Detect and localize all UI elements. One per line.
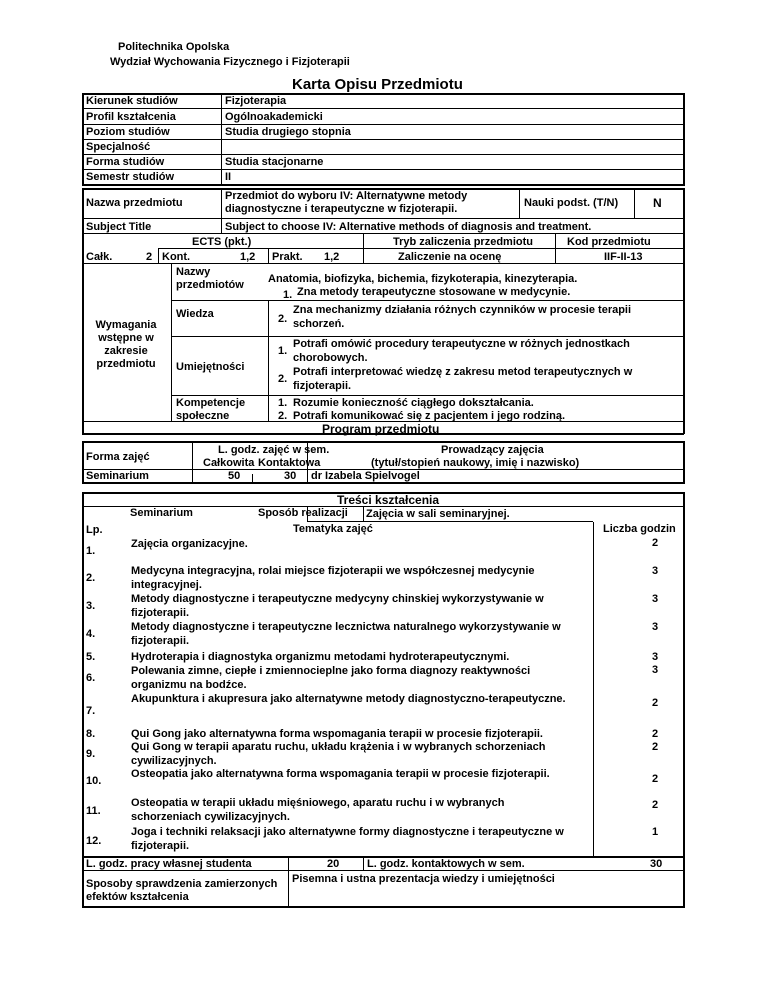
- faculty-name: Wydział Wychowania Fizycznego i Fizjoterapii: [110, 56, 350, 68]
- requirements-label: Wymagania wstępne w zakresie przedmiotu: [95, 319, 157, 370]
- subject-name-line2: diagnostyczne i terapeutyczne w fizjoterapii.: [225, 203, 458, 215]
- method-label: Sposób realizacji: [258, 507, 348, 519]
- ects-practical-label: Prakt.: [272, 251, 303, 263]
- basic-sciences-label: Nauki podst. (T/N): [524, 197, 619, 209]
- row-9-lp: 9.: [86, 748, 96, 760]
- skill-2-number: 2.: [278, 373, 288, 385]
- skill-2-line2: fizjoterapii.: [293, 380, 352, 392]
- row-4-lp: 4.: [86, 628, 96, 640]
- teacher-label-2: (tytuł/stopień naukowy, imię i nazwisko): [371, 457, 580, 469]
- row-1-lp: 1.: [86, 545, 96, 557]
- university-name: Politechnika Opolska: [118, 41, 230, 53]
- row-6-topic-line2: organizmu na bodźce.: [131, 679, 247, 691]
- info-label-form: Forma studiów: [86, 156, 165, 168]
- skill-1-line2: chorobowych.: [293, 352, 368, 364]
- competence-2: Potrafi komunikować się z pacjentem i jego rodziną.: [293, 410, 566, 422]
- row-10-topic-line1: Osteopatia jako alternatywna forma wspomagania terapii w procesie fizjoterapii.: [131, 768, 550, 780]
- row-1-hours: 2: [652, 537, 659, 549]
- competence-2-number: 2.: [278, 410, 288, 422]
- info-label-specialty: Specjalność: [86, 141, 151, 153]
- row-12-hours: 1: [652, 826, 659, 838]
- row-9-hours: 2: [652, 741, 659, 753]
- row-5-topic-line1: Hydroterapia i diagnostyka organizmu metodami hydroterapeutycznymi.: [131, 651, 510, 663]
- hours-label: L. godz. zajęć w sem.: [218, 444, 330, 456]
- ects-contact-value: 1,2: [240, 251, 256, 263]
- verification-label-2: efektów kształcenia: [86, 891, 189, 903]
- row-11-topic-line1: Osteopatia w terapii układu mięśniowego, aparatu ruchu i w wybranych: [131, 797, 505, 809]
- row-12-topic-line1: Joga i techniki relaksacji jako alternatywne formy diagnostyczne i terapeutyczne w: [131, 826, 564, 838]
- subject-title-label: Subject Title: [86, 221, 152, 233]
- ects-practical-value: 1,2: [324, 251, 340, 263]
- content-title: Treści kształcenia: [337, 493, 440, 507]
- teacher-label-1: Prowadzący zajęcia: [441, 444, 544, 456]
- contact-hours-label: Kontaktowa: [258, 457, 321, 469]
- row-6-topic-line1: Polewania zimne, ciepłe i zmiennocieplne jako forma diagnozy reaktywności: [131, 665, 531, 677]
- skills-label: Umiejętności: [176, 361, 245, 373]
- assessment-mode-header: Tryb zaliczenia przedmiotu: [393, 236, 533, 248]
- verification-value: Pisemna i ustna prezentacja wiedzy i umiejętności: [292, 873, 555, 885]
- own-work-value: 20: [327, 858, 340, 870]
- row-4-hours: 3: [652, 621, 659, 633]
- row-3-topic-line2: fizjoterapii.: [131, 607, 190, 619]
- competence-1: Rozumie konieczność ciągłego dokształcania.: [293, 397, 534, 409]
- knowledge-2-number: 2.: [278, 313, 288, 325]
- row-8-topic-line1: Qui Gong jako alternatywna forma wspomagania terapii w procesie fizjoterapii.: [131, 728, 543, 740]
- row-7-hours: 2: [652, 697, 659, 709]
- ects-total-value: 2: [146, 251, 153, 263]
- row-9-topic-line1: Qui Gong w terapii aparatu ruchu, układu krążenia i w wybranych schorzeniach: [131, 741, 546, 753]
- info-label-level: Poziom studiów: [86, 126, 170, 138]
- class-form-label: Forma zajęć: [86, 451, 150, 463]
- info-label-field: Kierunek studiów: [86, 95, 178, 107]
- assessment-mode-value: Zaliczenie na ocenę: [398, 251, 502, 263]
- verification-label-1: Sposoby sprawdzenia zamierzonych: [86, 878, 278, 890]
- row-7-lp: 7.: [86, 705, 96, 717]
- knowledge-1-number: 1.: [283, 289, 293, 301]
- row-9-topic-line2: cywilizacyjnych.: [131, 755, 217, 767]
- method-value: Zajęcia w sali seminaryjnej.: [366, 508, 510, 520]
- row-3-lp: 3.: [86, 600, 96, 612]
- row-7-topic-line1: Akupunktura i akupresura jako alternatywne metody diagnostyczno-terapeutyczne.: [131, 693, 566, 705]
- row-12-topic-line2: fizjoterapii.: [131, 840, 190, 852]
- row-2-hours: 3: [652, 565, 659, 577]
- info-value-profile: Ogólnoakademicki: [225, 111, 323, 123]
- row-3-hours: 3: [652, 593, 659, 605]
- info-value-form: Studia stacjonarne: [225, 156, 324, 168]
- row-5-hours: 3: [652, 651, 659, 663]
- row-8-hours: 2: [652, 728, 659, 740]
- row-6-lp: 6.: [86, 672, 96, 684]
- program-title: Program przedmiotu: [322, 422, 440, 436]
- row-3-topic-line1: Metody diagnostyczne i terapeutyczne medycyny chinskiej wykorzystywanie w: [131, 593, 544, 605]
- social-competences-label-2: społeczne: [176, 410, 230, 422]
- row-4-topic-line2: fizjoterapii.: [131, 635, 190, 647]
- row-10-hours: 2: [652, 773, 659, 785]
- document-title: Karta Opisu Przedmiotu: [292, 76, 463, 93]
- skill-1-number: 1.: [278, 345, 288, 357]
- basic-sciences-value: N: [653, 196, 662, 210]
- lp-header: Lp.: [86, 524, 103, 536]
- class-form-value: Seminarium: [86, 470, 149, 482]
- row-2-lp: 2.: [86, 572, 96, 584]
- row-8-lp: 8.: [86, 728, 96, 740]
- skill-1-line1: Potrafi omówić procedury terapeutyczne w różnych jednostkach: [293, 338, 630, 350]
- row-11-hours: 2: [652, 799, 659, 811]
- knowledge-2-line1: Zna mechanizmy działania różnych czynników w procesie terapii: [293, 304, 632, 316]
- info-value-semester: II: [225, 171, 232, 183]
- hours-header: Liczba godzin: [603, 523, 676, 535]
- own-work-label: L. godz. pracy własnej studenta: [86, 858, 252, 870]
- contact-work-label: L. godz. kontaktowych w sem.: [367, 858, 525, 870]
- subject-name-line1: Przedmiot do wyboru IV: Alternatywne metody: [225, 190, 468, 202]
- row-5-lp: 5.: [86, 651, 96, 663]
- prior-subjects-label: Nazwy przedmiotów: [176, 266, 244, 291]
- row-1-topic-line1: Zajęcia organizacyjne.: [131, 538, 248, 550]
- row-12-lp: 12.: [86, 835, 102, 847]
- row-2-topic-line2: integracyjnej.: [131, 579, 202, 591]
- knowledge-label: Wiedza: [176, 308, 214, 320]
- info-label-semester: Semestr studiów: [86, 171, 175, 183]
- course-code-header: Kod przedmiotu: [567, 236, 651, 248]
- subject-name-label: Nazwa przedmiotu: [86, 197, 183, 209]
- contact-work-value: 30: [650, 858, 663, 870]
- row-10-lp: 10.: [86, 775, 102, 787]
- info-label-profile: Profil kształcenia: [86, 111, 176, 123]
- knowledge-2-line2: schorzeń.: [293, 318, 345, 330]
- row-11-topic-line2: schorzeniach cywilizacyjnych.: [131, 811, 290, 823]
- row-6-hours: 3: [652, 664, 659, 676]
- topic-header: Tematyka zajęć: [293, 523, 373, 535]
- row-4-topic-line1: Metody diagnostyczne i terapeutyczne lecznictwa naturalnego wykorzystywanie w: [131, 621, 561, 633]
- competence-1-number: 1.: [278, 397, 288, 409]
- skill-2-line1: Potrafi interpretować wiedzę z zakresu metod terapeutycznych w: [293, 366, 633, 378]
- prior-subjects-value: Anatomia, biofizyka, bichemia, fizykoterapia, kinezyterapia.: [268, 273, 578, 285]
- content-type-label: Seminarium: [130, 507, 193, 519]
- ects-contact-label: Kont.: [162, 251, 191, 263]
- total-hours-label: Całkowita: [203, 457, 255, 469]
- social-competences-label-1: Kompetencje: [176, 397, 246, 409]
- row-2-topic-line1: Medycyna integracyjna, rolai miejsce fizjoterapii we współczesnej medycynie: [131, 565, 535, 577]
- contact-hours-value: 30: [284, 470, 297, 482]
- ects-total-label: Całk.: [86, 251, 113, 263]
- knowledge-1: Zna metody terapeutyczne stosowane w medycynie.: [297, 286, 571, 298]
- teacher-value: dr Izabela Spielvogel: [311, 470, 420, 482]
- course-code-value: IIF-II-13: [604, 251, 643, 263]
- info-value-field: Fizjoterapia: [225, 95, 287, 107]
- row-11-lp: 11.: [86, 805, 101, 817]
- ects-header: ECTS (pkt.): [192, 236, 252, 248]
- total-hours-value: 50: [228, 470, 241, 482]
- info-value-level: Studia drugiego stopnia: [225, 126, 351, 138]
- subject-title-value: Subject to choose IV: Alternative methods of diagnosis and treatment.: [225, 221, 592, 233]
